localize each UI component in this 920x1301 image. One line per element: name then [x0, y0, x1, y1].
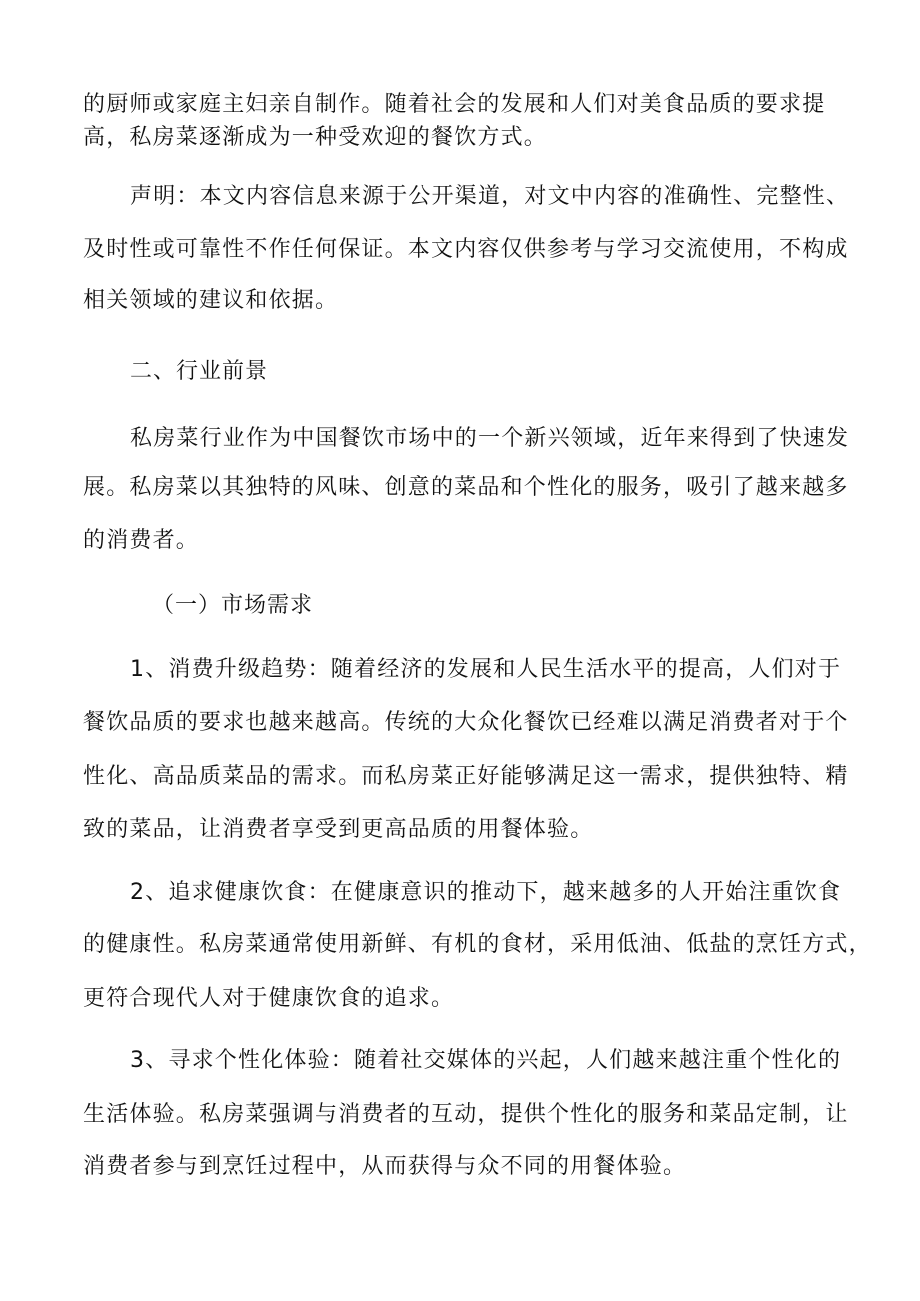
disclaimer-line: 相关领域的建议和依据。	[83, 288, 339, 313]
paragraph-line: 2、追求健康饮食：在健康意识的推动下，越来越多的人开始注重饮食	[130, 880, 842, 905]
disclaimer-line: 及时性或可靠性不作任何保证。本文内容仅供参考与学习交流使用，不构成	[83, 237, 849, 262]
paragraph-line: 的健康性。私房菜通常使用新鲜、有机的食材，采用低油、低盐的烹饪方式，	[83, 932, 872, 957]
subsection-heading: （一）市场需求	[152, 593, 314, 618]
paragraph-line: 更符合现代人对于健康饮食的追求。	[83, 986, 455, 1011]
paragraph-line: 生活体验。私房菜强调与消费者的互动，提供个性化的服务和菜品定制，让	[83, 1102, 849, 1127]
paragraph-line: 的厨师或家庭主妇亲自制作。随着社会的发展和人们对美食品质的要求提	[83, 92, 826, 117]
paragraph-line: 消费者参与到烹饪过程中，从而获得与众不同的用餐体验。	[83, 1154, 687, 1179]
paragraph-line: 展。私房菜以其独特的风味、创意的菜品和个性化的服务，吸引了越来越多	[83, 475, 849, 500]
paragraph-line: 性化、高品质菜品的需求。而私房菜正好能够满足这一需求，提供独特、精	[83, 764, 849, 789]
paragraph-line: 3、寻求个性化体验：随着社交媒体的兴起，人们越来越注重个性化的	[130, 1048, 842, 1073]
paragraph-line: 餐饮品质的要求也越来越高。传统的大众化餐饮已经难以满足消费者对于个	[83, 710, 849, 735]
disclaimer-line: 声明：本文内容信息来源于公开渠道，对文中内容的准确性、完整性、	[130, 184, 850, 209]
paragraph-line: 致的菜品，让消费者享受到更高品质的用餐体验。	[83, 817, 594, 842]
paragraph-line: 私房菜行业作为中国餐饮市场中的一个新兴领域，近年来得到了快速发	[130, 426, 850, 451]
paragraph-line: 的消费者。	[83, 528, 200, 553]
section-heading: 二、行业前景	[130, 359, 269, 384]
paragraph-line: 1、消费升级趋势：随着经济的发展和人民生活水平的提高，人们对于	[130, 657, 842, 682]
paragraph-line: 高，私房菜逐渐成为一种受欢迎的餐饮方式。	[83, 125, 548, 150]
